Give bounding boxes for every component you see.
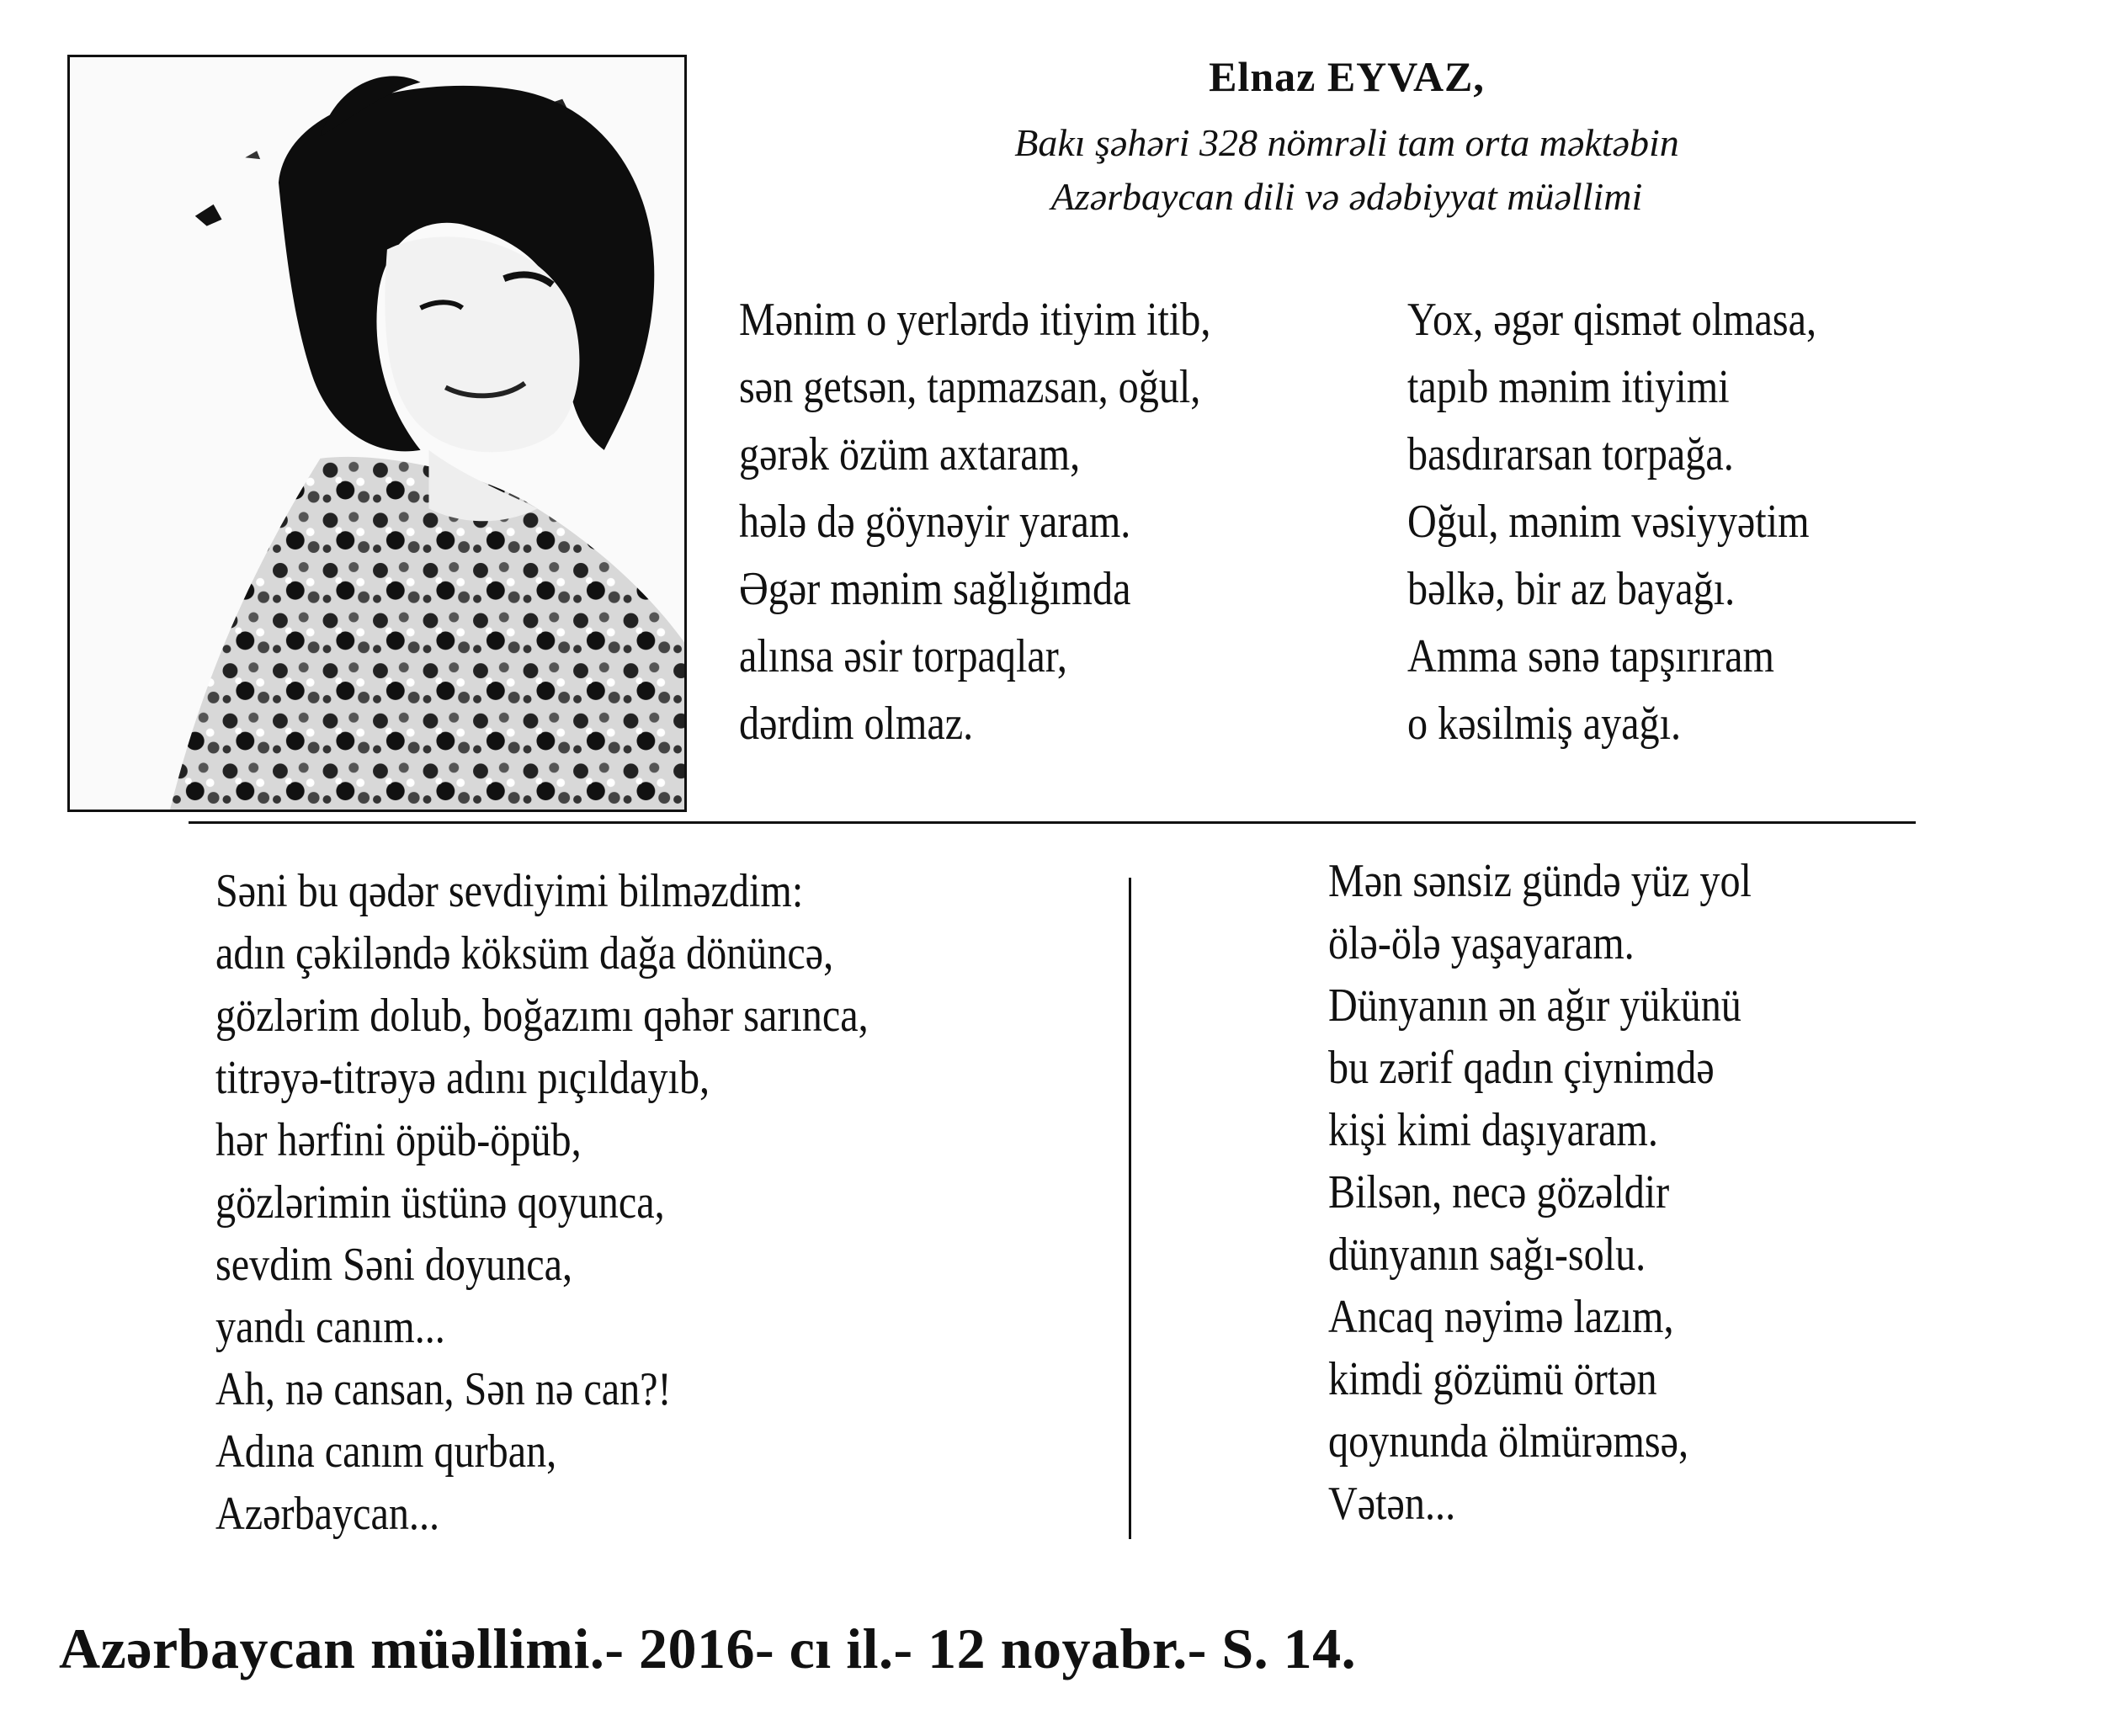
poem-line: hər hərfini öpüb-öpüb, — [215, 1114, 582, 1166]
poem-second — [1407, 286, 1883, 757]
poem-line: o kəsilmiş ayağı. — [1407, 698, 1682, 750]
vertical-divider — [1129, 878, 1131, 1539]
poem-line: sevdim Səni doyunca, — [215, 1239, 573, 1291]
poem-line: Ancaq nəyimə lazım, — [1328, 1291, 1674, 1343]
author-photo — [67, 55, 687, 812]
poem-line: Azərbaycan... — [215, 1488, 440, 1540]
poem-line: gözlərimin üstünə qoyunca, — [215, 1176, 665, 1229]
poem-line: Yox, əgər qismət olmasa, — [1407, 294, 1817, 346]
poem-line: adın çəkiləndə köksüm dağa dönüncə, — [215, 927, 834, 979]
author-name: Elnaz EYVAZ, — [1209, 53, 1485, 100]
poem-fourth — [1328, 850, 1821, 1535]
poem-line: Vətən... — [1328, 1478, 1456, 1530]
poem-line: sən getsən, tapmazsan, oğul, — [739, 361, 1201, 413]
poem-line: Mənim o yerlərdə itiyim itib, — [739, 294, 1211, 346]
poem-line: Amma sənə tapşırıram — [1407, 630, 1774, 682]
poem-line: hələ də göynəyir yaram. — [739, 496, 1131, 548]
poem-line: tapıb mənim itiyimi — [1407, 361, 1730, 413]
poem-line: alınsa əsir torpaqlar, — [739, 630, 1067, 682]
author-affiliation-line: Azərbaycan dili və ədəbiyyat müəllimi — [1050, 175, 1643, 218]
poem-line: kişi kimi daşıyaram. — [1328, 1104, 1658, 1156]
poem-line: Bilsən, necə gözəldir — [1328, 1166, 1670, 1218]
poem-line: kimdi gözümü örtən — [1328, 1353, 1657, 1405]
source-citation: Azərbaycan müəllimi.- 2016- cı il.- 12 noyabr.- S. 14. — [59, 1617, 1357, 1680]
poem-line: Dünyanın ən ağır yükünü — [1328, 979, 1741, 1032]
poem-line: ölə-ölə yaşayaram. — [1328, 917, 1635, 969]
poem-line: dərdim olmaz. — [739, 698, 974, 750]
poem-line: yandı canım... — [215, 1301, 445, 1353]
horizontal-divider — [189, 821, 1916, 824]
poem-third — [215, 860, 975, 1545]
poem-line: gərək özüm axtaram, — [739, 428, 1081, 480]
poem-line: Səni bu qədər sevdiyimi bilməzdim: — [215, 865, 804, 917]
poem-line: bəlkə, bir az bayağı. — [1407, 563, 1736, 615]
portrait-image — [70, 57, 684, 810]
author-affiliation — [943, 116, 1751, 224]
poem-first — [739, 286, 1288, 757]
poem-line: Adına canım qurban, — [215, 1425, 557, 1478]
poem-line: Ah, nə cansan, Sən nə can?! — [215, 1363, 672, 1415]
poem-line: Mən sənsiz gündə yüz yol — [1328, 855, 1752, 907]
poem-line: dünyanın sağı-solu. — [1328, 1229, 1646, 1281]
author-affiliation-line: Bakı şəhəri 328 nömrəli tam orta məktəbin — [1014, 121, 1679, 164]
poem-line: basdırarsan torpağa. — [1407, 428, 1734, 480]
poem-line: Əgər mənim sağlığımda — [739, 563, 1131, 615]
poem-line: Oğul, mənim vəsiyyətim — [1407, 496, 1810, 548]
poem-line: bu zərif qadın çiynimdə — [1328, 1042, 1715, 1094]
poem-line: titrəyə-titrəyə adını pıçıldayıb, — [215, 1052, 710, 1104]
poem-line: qoynunda ölmürəmsə, — [1328, 1415, 1689, 1468]
poem-line: gözlərim dolub, boğazımı qəhər sarınca, — [215, 990, 869, 1042]
